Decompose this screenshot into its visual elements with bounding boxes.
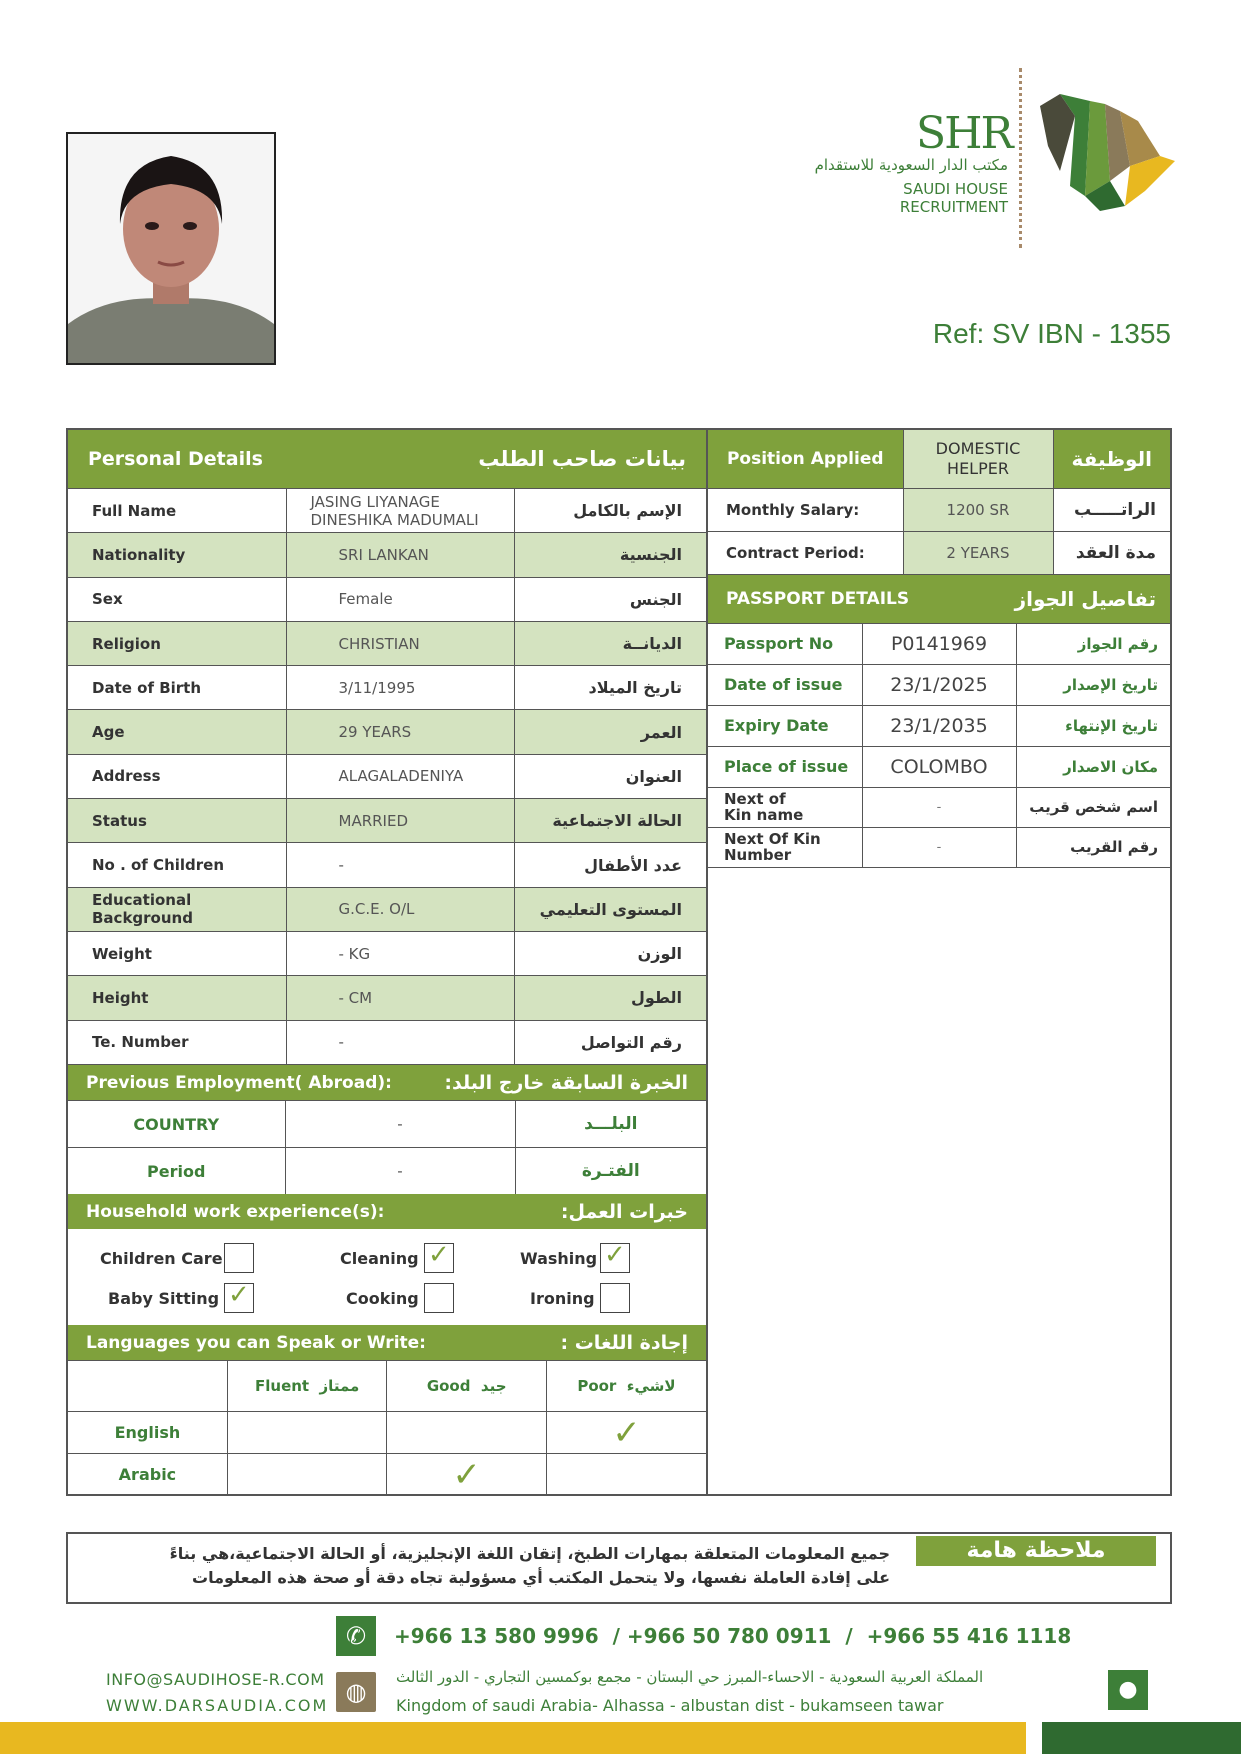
row-label: Religion <box>68 621 286 665</box>
globe-icon: ◍ <box>336 1672 376 1712</box>
previous-row <box>68 1101 706 1148</box>
row-label: Next of Kin name <box>708 787 862 827</box>
row-label: Weight <box>68 931 286 975</box>
position-applied-label-ar: الوظيفة <box>1053 430 1170 488</box>
household-checkbox[interactable] <box>424 1240 454 1273</box>
household-item-label: Children Care <box>100 1249 223 1268</box>
household-checkbox[interactable] <box>600 1283 630 1313</box>
languages-table <box>68 1360 706 1496</box>
row-label: Age <box>68 710 286 754</box>
passport-details-header <box>708 575 1170 623</box>
row-label-ar: الإسم بالكامل <box>514 489 706 533</box>
household-title: Household work experience(s): <box>86 1201 385 1222</box>
personal-row <box>68 533 706 577</box>
row-value: COLOMBO <box>862 746 1016 787</box>
level-header: Fluent ممتاز <box>227 1361 387 1412</box>
row-label: No . of Children <box>68 843 286 887</box>
languages-header-row <box>68 1361 706 1412</box>
passport-row <box>708 787 1170 827</box>
row-label-ar: عدد الأطفال <box>514 843 706 887</box>
row-label-ar: الفتـرة <box>515 1148 706 1195</box>
language-level-cell <box>387 1454 546 1496</box>
personal-row <box>68 887 706 931</box>
personal-row <box>68 621 706 665</box>
row-label-ar: مدة العقد <box>1053 531 1170 574</box>
language-level-cell <box>546 1412 706 1454</box>
household-item-label: Ironing <box>530 1289 595 1308</box>
row-label: Nationality <box>68 533 286 577</box>
personal-details-section <box>68 430 706 1065</box>
languages-title: Languages you can Speak or Write: <box>86 1332 426 1353</box>
row-value: ALAGALADENIYA <box>286 754 514 798</box>
row-label: Full Name <box>68 489 286 533</box>
passport-row <box>708 827 1170 867</box>
household-title-ar: خبرات العمل: <box>560 1200 688 1223</box>
row-label-ar: الديانــة <box>514 621 706 665</box>
household-item-label: Washing <box>520 1249 598 1268</box>
household-header <box>68 1194 706 1229</box>
check-icon: ✓ <box>428 1240 450 1270</box>
passport-row <box>708 664 1170 705</box>
previous-employment-title: Previous Employment( Abroad): <box>86 1072 392 1093</box>
previous-employment-table <box>68 1100 706 1195</box>
row-label: Sex <box>68 577 286 621</box>
check-icon: ✓ <box>228 1280 250 1310</box>
languages-section <box>68 1325 706 1496</box>
language-row <box>68 1454 706 1496</box>
row-label-ar: اسم شخص قريب <box>1016 787 1170 827</box>
household-checkbox[interactable] <box>224 1280 254 1313</box>
row-label: Te. Number <box>68 1020 286 1064</box>
row-label: COUNTRY <box>68 1101 285 1148</box>
personal-row <box>68 843 706 887</box>
row-value: P0141969 <box>862 623 1016 664</box>
household-item-label: Baby Sitting <box>108 1289 220 1308</box>
row-label: Date of Birth <box>68 666 286 710</box>
previous-row <box>68 1148 706 1195</box>
row-value: 2 YEARS <box>903 531 1053 574</box>
passport-details-title-ar: تفاصيل الجواز <box>1014 586 1156 611</box>
personal-row <box>68 976 706 1020</box>
row-value: - <box>285 1148 515 1195</box>
language-level-cell <box>546 1454 706 1496</box>
row-value: - <box>862 827 1016 867</box>
logo <box>790 60 1200 240</box>
language-level-cell <box>227 1454 387 1496</box>
row-label: Monthly Salary: <box>708 488 903 531</box>
row-label: Status <box>68 799 286 843</box>
phone-icon: ✆ <box>336 1616 376 1656</box>
passport-row <box>708 746 1170 787</box>
note-line-1: جميع المعلومات المتعلقة بمهارات الطبخ، إتقان اللغة الإنجليزية، أو الحالة الاجتماعية،هي بناءً <box>169 1544 890 1563</box>
row-label-ar: رقم الجواز <box>1016 623 1170 664</box>
email-address: INFO@SAUDIHOSE-R.COM <box>106 1670 325 1689</box>
position-applied-label: Position Applied <box>708 430 903 488</box>
row-label-ar: الجنسية <box>514 533 706 577</box>
row-label-ar: العمر <box>514 710 706 754</box>
previous-employment-title-ar: الخبرة السابقة خارج البلد: <box>444 1071 688 1094</box>
language-row <box>68 1412 706 1454</box>
website: WWW.DARSAUDIA.COM <box>106 1696 329 1715</box>
personal-row <box>68 1020 706 1064</box>
row-label-ar: العنوان <box>514 754 706 798</box>
row-label-ar: تاريخ الإصدار <box>1016 664 1170 705</box>
row-value: - <box>285 1101 515 1148</box>
row-value: JASING LIYANAGE DINESHIKA MADUMALI <box>286 489 514 533</box>
languages-title-ar: إجادة اللغات : <box>560 1331 688 1354</box>
passport-row <box>708 623 1170 664</box>
note-line-2: على إفادة العاملة نفسها، ولا يتحمل المكتب أي مسؤولية تجاه دقة أو صحة هذه المعلومات <box>192 1568 890 1587</box>
row-label-ar: الحالة الاجتماعية <box>514 799 706 843</box>
row-value: SRI LANKAN <box>286 533 514 577</box>
personal-row <box>68 489 706 533</box>
check-icon: ✓ <box>604 1240 626 1270</box>
language-level-cell <box>387 1412 546 1454</box>
level-header: Good جيد <box>387 1361 546 1412</box>
row-label-ar: تاريخ الإنتهاء <box>1016 705 1170 746</box>
logo-divider <box>1019 68 1022 248</box>
row-value: - KG <box>286 931 514 975</box>
address-en: Kingdom of saudi Arabia- Alhassa - albustan dist - bukamseen tawar <box>396 1696 944 1715</box>
row-value: G.C.E. O/L <box>286 887 514 931</box>
row-value: Female <box>286 577 514 621</box>
personal-details-table <box>68 488 706 1065</box>
row-value: CHRISTIAN <box>286 621 514 665</box>
row-value: MARRIED <box>286 799 514 843</box>
row-value: 1200 SR <box>903 488 1053 531</box>
previous-employment-section <box>68 1065 706 1195</box>
household-section <box>68 1194 706 1325</box>
row-value: 23/1/2035 <box>862 705 1016 746</box>
position-applied-value: DOMESTIC HELPER <box>903 430 1053 488</box>
row-value: 3/11/1995 <box>286 666 514 710</box>
applicant-photo <box>66 132 276 365</box>
row-label: Period <box>68 1148 285 1195</box>
position-row <box>708 488 1170 531</box>
personal-details-header <box>68 430 706 488</box>
row-label-ar: الوزن <box>514 931 706 975</box>
row-label-ar: تاريخ الميلاد <box>514 666 706 710</box>
row-label: Address <box>68 754 286 798</box>
language-name: Arabic <box>68 1454 227 1496</box>
household-item-label: Cleaning <box>340 1249 419 1268</box>
position-table <box>708 430 1170 575</box>
household-item-label: Cooking <box>346 1289 419 1308</box>
reference-number: Ref: SV IBN - 1355 <box>932 318 1171 349</box>
household-checkbox[interactable] <box>424 1283 454 1313</box>
row-label: Expiry Date <box>708 705 862 746</box>
personal-row <box>68 754 706 798</box>
important-note <box>66 1532 1172 1604</box>
note-title: ملاحظة هامة <box>916 1536 1156 1566</box>
row-label-ar: رقم التواصل <box>514 1020 706 1064</box>
row-label: Height <box>68 976 286 1020</box>
address-ar: المملكة العربية السعودية - الاحساء-المبرز حي البستان - مجمع بوكمسين التجاري - الدور الثالث <box>396 1668 984 1686</box>
household-checkbox[interactable] <box>600 1240 630 1273</box>
row-value: - <box>286 1020 514 1064</box>
row-label-ar: مكان الاصدار <box>1016 746 1170 787</box>
row-label: Passport No <box>708 623 862 664</box>
logo-monogram: SHR <box>916 108 1012 159</box>
empty-cell <box>68 1361 227 1412</box>
row-label-ar: المستوى التعليمي <box>514 887 706 931</box>
language-level-cell <box>227 1412 387 1454</box>
phone-numbers: +966 13 580 9996 / +966 50 780 0911 / +966 55 416 1118 <box>394 1624 1072 1648</box>
row-label: Educational Background <box>68 887 286 931</box>
row-value: 23/1/2025 <box>862 664 1016 705</box>
footer-bar-yellow <box>0 1722 1026 1754</box>
portrait-image <box>68 134 274 363</box>
level-header: Poor لاشيء <box>546 1361 706 1412</box>
passport-details-title: PASSPORT DETAILS <box>726 588 910 609</box>
position-section <box>708 430 1170 868</box>
personal-row <box>68 577 706 621</box>
row-value: 29 YEARS <box>286 710 514 754</box>
language-name: English <box>68 1412 227 1454</box>
row-label-ar: الطول <box>514 976 706 1020</box>
row-label-ar: رقم القريب <box>1016 827 1170 867</box>
personal-row <box>68 931 706 975</box>
row-label: Next Of Kin Number <box>708 827 862 867</box>
row-label: Contract Period: <box>708 531 903 574</box>
row-label-ar: الجنس <box>514 577 706 621</box>
row-value: - CM <box>286 976 514 1020</box>
languages-header <box>68 1325 706 1360</box>
personal-details-title-ar: بيانات صاحب الطلب <box>478 447 686 471</box>
personal-details-title: Personal Details <box>88 448 263 470</box>
company-name-ar: مكتب الدار السعودية للاستقدام <box>814 156 1008 174</box>
position-row <box>708 531 1170 574</box>
row-value: - <box>286 843 514 887</box>
passport-table <box>708 623 1170 868</box>
footer-bar-green <box>1042 1722 1241 1754</box>
previous-employment-header <box>68 1065 706 1100</box>
location-icon: ● <box>1108 1670 1148 1710</box>
row-label-ar: البلـــد <box>515 1101 706 1148</box>
passport-row <box>708 705 1170 746</box>
personal-row <box>68 666 706 710</box>
check-icon: ✓ <box>452 1454 481 1495</box>
row-value: - <box>862 787 1016 827</box>
check-icon: ✓ <box>612 1412 641 1453</box>
personal-row <box>68 799 706 843</box>
household-checklist <box>68 1229 706 1325</box>
household-checkbox[interactable] <box>224 1243 254 1273</box>
personal-row <box>68 710 706 754</box>
row-label: Date of issue <box>708 664 862 705</box>
row-label-ar: الراتـــــب <box>1053 488 1170 531</box>
row-label: Place of issue <box>708 746 862 787</box>
saudi-map-icon <box>1030 86 1180 216</box>
company-name-en: SAUDI HOUSE RECRUITMENT <box>899 180 1008 216</box>
